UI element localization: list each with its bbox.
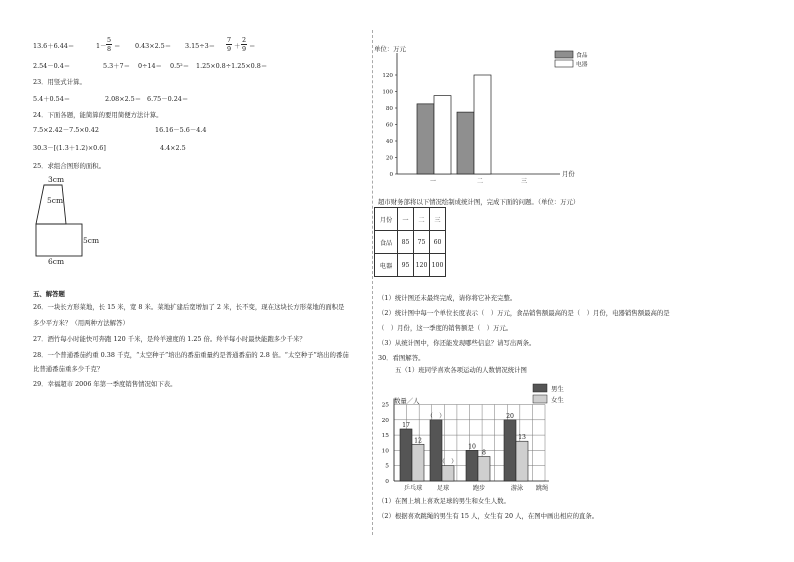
calc-1e-post: ＝ xyxy=(249,42,256,50)
x-category-label: 乒乓球 xyxy=(403,485,423,492)
bar-value-label: （ ） xyxy=(426,412,446,420)
y-tick-label: 20 xyxy=(385,155,393,162)
bar-appliance-2 xyxy=(474,75,491,174)
denominator: 8 xyxy=(107,45,112,54)
y-tick-label: 40 xyxy=(385,139,393,145)
shape-label-top: 3cm xyxy=(48,175,65,184)
y-tick-label: 80 xyxy=(385,106,393,112)
question-29-2-line1: （2）统计图中每一个单位长度表示（ ）万元，食品销售额最高的是（ ）月份，电器销售额最高的是 xyxy=(378,309,670,317)
calc-1c: 0.43×2.5＝ xyxy=(135,42,172,50)
shape-label-bottom: 6cm xyxy=(48,257,65,266)
calc-2d: 0.5²＝ xyxy=(170,62,190,70)
y-tick-label: 120 xyxy=(382,73,393,79)
table-cell: 120 xyxy=(414,254,430,277)
q28-line1: 28．一个普通番茄约重 0.38 千克，“太空种子”培出的番茄重量约是普通番茄的 2.8 倍。“太空种子”培出的番茄 xyxy=(33,351,349,359)
bar-appliance-1 xyxy=(434,96,451,174)
question-29-1: （1）统计图还未最终完成，请你将它补充完整。 xyxy=(378,294,517,302)
q29-text: 29．幸福超市 2006 年第一季度销售情况如下表。 xyxy=(33,380,177,388)
table-header-cell: 三 xyxy=(430,208,446,231)
y-axis-title: 单位：万元 xyxy=(374,45,406,53)
bar-value-label: 12 xyxy=(414,437,422,445)
section-5-title: 五、解答题 xyxy=(33,290,65,298)
q25-title: 25．求组合图形的面积。 xyxy=(33,162,106,170)
numerator: 5 xyxy=(107,36,112,44)
composite-shape-figure xyxy=(28,172,113,267)
x-category-label: 三 xyxy=(520,178,528,185)
table-cell: 60 xyxy=(430,231,446,254)
y-tick-label: 0 xyxy=(389,172,393,178)
calc-2a: 2.54－0.4＝ xyxy=(33,62,71,70)
q28-line2: 比普通番茄重多少千克？ xyxy=(33,365,104,373)
bar-girls-3 xyxy=(478,457,490,481)
bar-food-1 xyxy=(417,104,434,174)
y-tick-label: 100 xyxy=(382,89,393,96)
bar-value-label: 20 xyxy=(506,412,514,420)
q23-c: 6.75－0.24＝ xyxy=(147,95,189,103)
y-tick-label: 15 xyxy=(381,433,389,440)
y-tick-label: 25 xyxy=(381,402,389,409)
legend-swatch-girls xyxy=(533,395,547,403)
legend-label-boys: 男生 xyxy=(551,385,564,393)
y-tick-label: 60 xyxy=(385,122,393,129)
bar-food-2 xyxy=(457,112,474,174)
table-header-cell: 二 xyxy=(414,208,430,231)
x-category-label: 一 xyxy=(429,178,437,185)
fraction-7-9 xyxy=(226,37,232,53)
table-cell: 85 xyxy=(398,231,414,254)
table-header-cell: 月份 xyxy=(375,208,398,231)
legend-swatch-appliance xyxy=(555,60,573,67)
y-tick-label: 5 xyxy=(385,463,389,470)
table-cell: 75 xyxy=(414,231,430,254)
calc-1b-pre: 1－ xyxy=(96,42,107,50)
q24-b: 16.16－5.6－4.4 xyxy=(155,126,207,134)
y-axis-title: 数量／人 xyxy=(394,397,420,405)
x-category-label: 跳绳 xyxy=(535,485,549,492)
x-category-label: 游泳 xyxy=(510,485,524,492)
table-header-row xyxy=(375,208,446,231)
table-cell: 100 xyxy=(430,254,446,277)
legend-label-girls: 女生 xyxy=(551,396,564,404)
bar-boys-1 xyxy=(400,429,412,481)
bar-girls-1 xyxy=(412,444,424,481)
q23-a: 5.4＋0.54＝ xyxy=(33,95,71,103)
bar-value-label: 8 xyxy=(482,449,486,457)
bar-boys-4 xyxy=(504,420,516,481)
q24-c: 30.3－[(1.3＋1.2)×0.6] xyxy=(33,144,106,152)
question-29-3: （3）从统计图中，你还能发现哪些信息？请写出两条。 xyxy=(378,339,536,347)
fraction-2-9 xyxy=(241,37,247,53)
rectangle-shape xyxy=(36,224,82,256)
bar-value-label: （ ） xyxy=(438,458,458,466)
x-category-label: 足球 xyxy=(436,485,450,492)
bar-girls-4 xyxy=(516,441,528,481)
bar-boys-3 xyxy=(466,450,478,481)
calc-2c: 0÷14＝ xyxy=(138,62,162,70)
question-30-1: （1）在图上填上喜欢足球的男生和女生人数。 xyxy=(378,497,510,505)
bar-value-label: 13 xyxy=(518,434,526,442)
table-row xyxy=(375,254,446,277)
question-29-2-line2: （ ）月份，这一季度的销售额是（ ）万元。 xyxy=(378,324,513,332)
sports-bar-chart xyxy=(370,362,610,494)
sales-table xyxy=(374,207,446,277)
table-row xyxy=(375,231,446,254)
shape-label-side: 5cm xyxy=(83,236,100,245)
q24-a: 7.5×2.42－7.5×0.42 xyxy=(33,126,99,134)
table-cell: 95 xyxy=(398,254,414,277)
shape-label-middle: 5cm xyxy=(47,196,64,205)
y-tick-label: 0 xyxy=(385,479,389,485)
calc-1a: 13.6＋6.44＝ xyxy=(33,42,75,50)
x-axis-title: 月份 xyxy=(562,170,575,178)
bar-girls-2 xyxy=(442,466,454,481)
x-category-label: 二 xyxy=(476,178,484,185)
calc-1d: 3.15÷3＝ xyxy=(185,42,216,50)
chart-title: 五（1）班同学喜欢各项运动的人数情况统计图 xyxy=(395,366,527,374)
denominator: 9 xyxy=(227,45,232,54)
fraction-5-8 xyxy=(106,37,112,53)
calc-2e: 1.25×0.8÷1.25×0.8＝ xyxy=(196,62,268,70)
bar-value-label: 17 xyxy=(402,421,410,429)
x-category-label: 跑步 xyxy=(472,485,486,492)
question-30-title: 30．看图解答。 xyxy=(378,354,425,362)
denominator: 9 xyxy=(242,45,247,54)
chart-description: 超市财务部将以下情况绘制成统计图，完成下面的问题。（单位：万元） xyxy=(378,198,580,206)
plus-sign: ＋ xyxy=(234,42,241,50)
legend-label-appliance: 电器 xyxy=(576,62,588,68)
legend-label-food: 食品 xyxy=(576,53,588,59)
q23-title: 23．用竖式计算。 xyxy=(33,78,86,86)
sales-bar-chart xyxy=(370,40,590,190)
q26-line2: 多少平方米？（用两种方法解答） xyxy=(33,319,129,327)
q24-title: 24．下面各题，能简算的要用简便方法计算。 xyxy=(33,111,163,119)
q24-d: 4.4×2.5 xyxy=(160,144,186,152)
calc-2b: 5.3＋7＝ xyxy=(103,62,131,70)
bar-boys-2 xyxy=(430,420,442,481)
q26-line1: 26．一块长方形菜地，长 15 米，宽 8 米。菜地扩建后宽增加了 2 米，长不变，现在这块长方形菜地的面积是 xyxy=(33,303,345,311)
legend-swatch-food xyxy=(555,51,573,58)
calc-1b-post: ＝ xyxy=(114,42,121,50)
table-cell: 食品 xyxy=(375,231,398,254)
y-tick-label: 20 xyxy=(381,417,389,424)
legend-swatch-boys xyxy=(533,384,547,392)
numerator: 7 xyxy=(227,36,232,44)
q27-text: 27．酒竹每小时能快可奔跑 120 千米，是羚羊速度的 1.25 倍。羚羊每小时最快能跑多少千米？ xyxy=(33,335,306,343)
bar-value-label: 10 xyxy=(468,443,476,451)
numerator: 2 xyxy=(242,36,247,44)
q23-b: 2.08×2.5＝ xyxy=(105,95,142,103)
table-cell: 电器 xyxy=(375,254,398,277)
y-tick-label: 10 xyxy=(381,448,389,455)
table-header-cell: 一 xyxy=(398,208,414,231)
question-30-2: （2）根据喜欢跳绳的男生有 15 人，女生有 20 人，在图中画出相应的直条。 xyxy=(378,512,599,520)
